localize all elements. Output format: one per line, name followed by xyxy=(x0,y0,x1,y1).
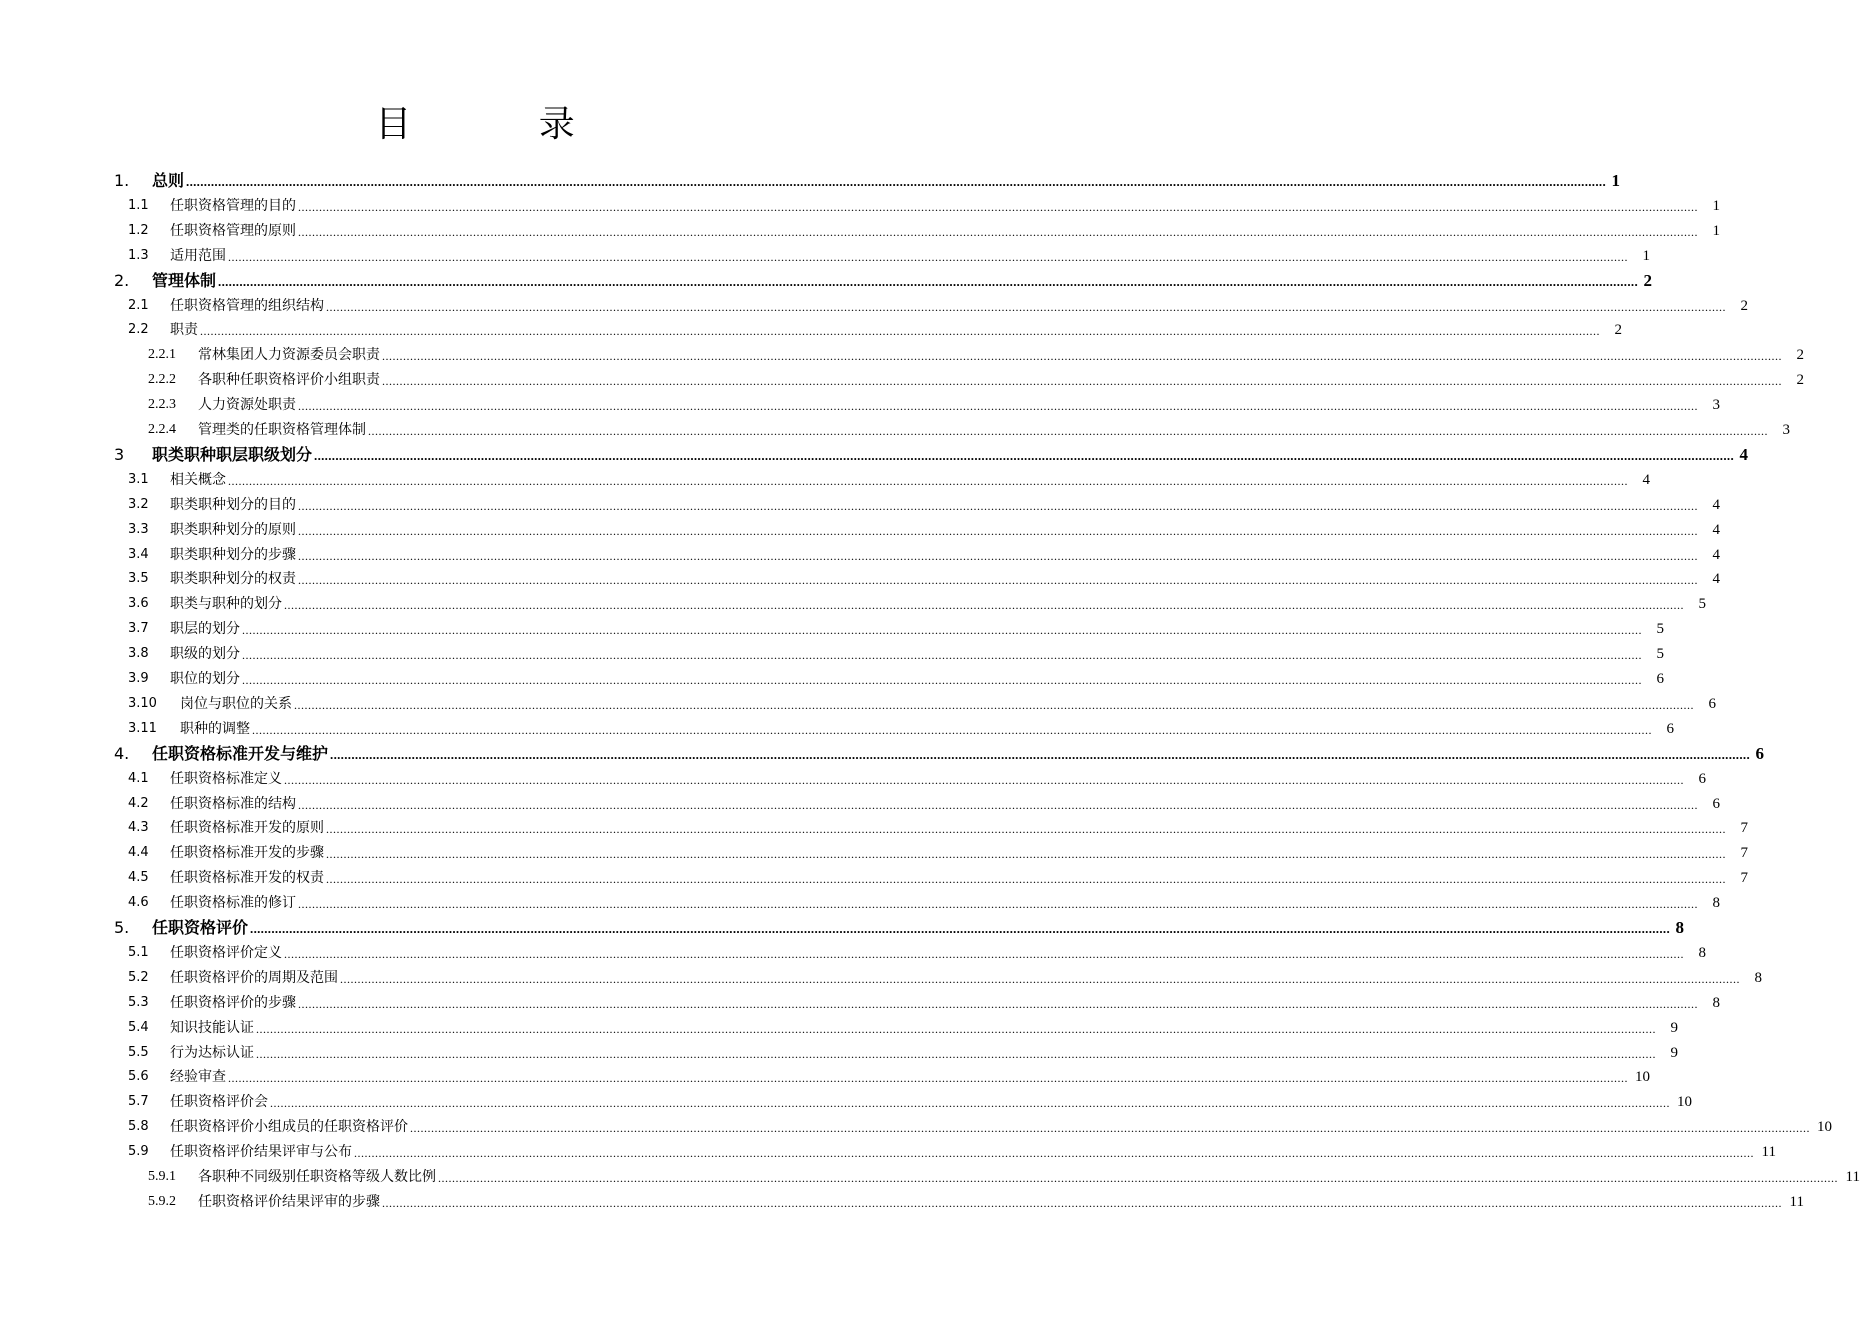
toc-leader-dots: ................................................................................................................................................................................................................................................................................................................................................................................................................ xyxy=(298,523,1698,538)
toc-entry[interactable] xyxy=(0,513,1720,538)
toc-leader-dots: ................................................................................................................................................................................................................................................................................................................................................................................................................ xyxy=(326,299,1726,314)
toc-entry-number: 5.8 xyxy=(128,1119,149,1135)
toc-entry[interactable] xyxy=(0,189,1720,214)
toc-leader-dots: ................................................................................................................................................................................................................................................................................................................................................................................................................ xyxy=(314,447,1735,463)
toc-entry-title: 任职资格标准的修订 xyxy=(170,895,296,912)
toc-leader-dots: ................................................................................................................................................................................................................................................................................................................................................................................................................ xyxy=(368,424,1768,438)
toc-entry-number: 2.1 xyxy=(128,297,149,313)
toc-entry[interactable] xyxy=(0,836,1748,862)
toc-entry-number: 5.5 xyxy=(128,1044,149,1060)
toc-entry-title: 职类职种划分的步骤 xyxy=(170,546,296,563)
toc-entry[interactable] xyxy=(0,936,1706,961)
toc-entry-number: 1. xyxy=(114,171,130,190)
toc-entry[interactable] xyxy=(0,662,1664,687)
toc-entry[interactable] xyxy=(0,289,1748,314)
toc-entry-number: 3.9 xyxy=(128,671,149,686)
toc-leader-dots: ................................................................................................................................................................................................................................................................................................................................................................................................................ xyxy=(228,1071,1628,1086)
toc-leader-dots: ................................................................................................................................................................................................................................................................................................................................................................................................................ xyxy=(242,648,1642,663)
toc-entry-title: 经验审查 xyxy=(170,1069,226,1086)
toc-entry[interactable] xyxy=(0,787,1720,812)
toc-entry[interactable] xyxy=(0,712,1674,737)
toc-entry-page: 1 xyxy=(1611,171,1621,190)
toc-entry[interactable] xyxy=(0,737,1765,763)
toc-entry-number: 2.2.3 xyxy=(148,397,176,413)
toc-leader-dots: ................................................................................................................................................................................................................................................................................................................................................................................................................ xyxy=(298,548,1698,563)
toc-entry[interactable] xyxy=(0,637,1664,663)
toc-entry-number: 3 xyxy=(114,444,125,464)
toc-entry-page: 7 xyxy=(1740,870,1748,887)
toc-entry-page: 6 xyxy=(1656,671,1664,687)
toc-entry-title: 各职种任职资格评价小组职责 xyxy=(198,372,380,389)
toc-entry-page: 8 xyxy=(1754,969,1762,986)
toc-entry-title: 任职资格标准开发与维护 xyxy=(152,743,329,763)
toc-entry-page: 11 xyxy=(1845,1169,1860,1185)
toc-entry[interactable] xyxy=(0,338,1804,364)
toc-leader-dots: ................................................................................................................................................................................................................................................................................................................................................................................................................ xyxy=(298,399,1698,414)
toc-entry[interactable] xyxy=(0,1160,1860,1185)
toc-entry-page: 1 xyxy=(1642,247,1650,264)
toc-leader-dots: ................................................................................................................................................................................................................................................................................................................................................................................................................ xyxy=(382,374,1782,389)
toc-entry-page: 7 xyxy=(1740,845,1748,862)
toc-leader-dots: ................................................................................................................................................................................................................................................................................................................................................................................................................ xyxy=(242,623,1642,638)
toc-entry-title: 任职资格标准开发的权责 xyxy=(170,870,324,887)
toc-entry-title: 职种的调整 xyxy=(180,720,250,737)
toc-leader-dots: ................................................................................................................................................................................................................................................................................................................................................................................................................ xyxy=(330,746,1751,762)
toc-entry-page: 8 xyxy=(1712,994,1720,1011)
toc-entry-number: 3.6 xyxy=(128,596,149,612)
toc-entry-title: 岗位与职位的关系 xyxy=(180,695,292,712)
toc-entry-title: 适用范围 xyxy=(170,247,226,264)
toc-entry[interactable] xyxy=(0,587,1706,613)
toc-entry[interactable] xyxy=(0,388,1720,414)
toc-leader-dots: ................................................................................................................................................................................................................................................................................................................................................................................................................ xyxy=(228,249,1628,264)
toc-entry-page: 10 xyxy=(1635,1069,1650,1086)
toc-entry-page: 2 xyxy=(1614,322,1622,339)
toc-entry-number: 5.9 xyxy=(128,1144,149,1160)
toc-entry-number: 3.7 xyxy=(128,621,149,637)
toc-entry-title: 任职资格标准开发的步骤 xyxy=(170,845,324,862)
toc-entry-number: 3.3 xyxy=(128,521,149,537)
toc-leader-dots: ................................................................................................................................................................................................................................................................................................................................................................................................................ xyxy=(298,897,1698,912)
toc-entry-number: 3.11 xyxy=(128,720,157,736)
toc-entry-page: 10 xyxy=(1817,1119,1832,1136)
toc-entry-page: 5 xyxy=(1698,596,1706,613)
toc-entry-page: 6 xyxy=(1666,720,1674,737)
toc-entry-number: 4.4 xyxy=(128,845,149,861)
toc-entry[interactable] xyxy=(0,562,1720,588)
toc-entry[interactable] xyxy=(0,438,1749,464)
toc-leader-dots: ................................................................................................................................................................................................................................................................................................................................................................................................................ xyxy=(250,921,1671,936)
toc-entry[interactable] xyxy=(0,687,1716,712)
toc-entry-page: 11 xyxy=(1761,1144,1776,1161)
toc-leader-dots: ................................................................................................................................................................................................................................................................................................................................................................................................................ xyxy=(284,946,1684,961)
toc-entry-number: 5.9.2 xyxy=(148,1193,176,1209)
toc-entry[interactable] xyxy=(0,1036,1678,1061)
toc-entry[interactable] xyxy=(0,886,1720,912)
toc-entry-number: 5.1 xyxy=(128,944,149,960)
toc-entry-number: 5.3 xyxy=(128,994,149,1010)
toc-entry-page: 3 xyxy=(1782,422,1790,438)
toc-leader-dots: ................................................................................................................................................................................................................................................................................................................................................................................................................ xyxy=(242,673,1642,687)
toc-entry[interactable] xyxy=(0,313,1622,339)
toc-entry-number: 2. xyxy=(114,270,130,290)
toc-entry-title: 职类与职种的划分 xyxy=(170,596,282,613)
toc-entry-page: 6 xyxy=(1712,795,1720,812)
toc-entry-number: 4.5 xyxy=(128,870,149,886)
toc-leader-dots: ................................................................................................................................................................................................................................................................................................................................................................................................................ xyxy=(298,573,1698,588)
toc-entry-page: 6 xyxy=(1708,695,1716,712)
toc-entry[interactable] xyxy=(0,1060,1650,1086)
toc-entry-title: 任职资格管理的原则 xyxy=(170,222,296,239)
toc-entry-title: 任职资格评价的步骤 xyxy=(170,994,296,1011)
toc-entry-title: 任职资格评价 xyxy=(152,918,249,937)
toc-entry-page: 3 xyxy=(1712,397,1720,414)
toc-entry-page: 4 xyxy=(1642,471,1650,488)
toc-leader-dots: ................................................................................................................................................................................................................................................................................................................................................................................................................ xyxy=(298,797,1698,812)
toc-entry-number: 5.6 xyxy=(128,1069,149,1085)
toc-entry[interactable] xyxy=(0,239,1650,264)
toc-entry-number: 3.10 xyxy=(128,695,157,711)
toc-entry-title: 总则 xyxy=(152,171,185,190)
toc-entry-page: 10 xyxy=(1677,1094,1692,1111)
toc-entry-page: 8 xyxy=(1698,944,1706,961)
toc-entry[interactable] xyxy=(0,911,1685,937)
toc-entry[interactable] xyxy=(0,612,1664,638)
toc-entry[interactable] xyxy=(0,363,1804,389)
toc-leader-dots: ................................................................................................................................................................................................................................................................................................................................................................................................................ xyxy=(326,872,1726,887)
toc-leader-dots: ................................................................................................................................................................................................................................................................................................................................................................................................................ xyxy=(218,273,1639,289)
toc-leader-dots: ................................................................................................................................................................................................................................................................................................................................................................................................................ xyxy=(228,473,1628,488)
toc-entry-number: 4. xyxy=(114,743,130,763)
toc-leader-dots: ................................................................................................................................................................................................................................................................................................................................................................................................................ xyxy=(410,1121,1810,1136)
toc-entry[interactable] xyxy=(0,413,1790,438)
toc-entry-title: 任职资格评价小组成员的任职资格评价 xyxy=(170,1119,408,1136)
toc-entry-page: 5 xyxy=(1656,646,1664,663)
toc-entry[interactable] xyxy=(0,1011,1678,1036)
toc-entry-title: 职类职种划分的原则 xyxy=(170,521,296,538)
toc-heading: 目 录 xyxy=(375,104,633,145)
toc-leader-dots: ................................................................................................................................................................................................................................................................................................................................................................................................................ xyxy=(252,722,1652,737)
toc-entry-page: 8 xyxy=(1712,895,1720,912)
toc-entry-page: 2 xyxy=(1643,270,1653,290)
toc-leader-dots: ................................................................................................................................................................................................................................................................................................................................................................................................................ xyxy=(270,1096,1670,1111)
toc-entry-title: 任职资格标准定义 xyxy=(170,770,282,787)
toc-entry[interactable] xyxy=(0,1185,1804,1210)
toc-entry-title: 各职种不同级别任职资格等级人数比例 xyxy=(198,1169,436,1185)
toc-leader-dots: ................................................................................................................................................................................................................................................................................................................................................................................................................ xyxy=(284,598,1684,613)
toc-entry[interactable] xyxy=(0,811,1748,837)
toc-entry-title: 职层的划分 xyxy=(170,621,240,638)
toc-entry-title: 职位的划分 xyxy=(170,671,240,687)
toc-entry-page: 2 xyxy=(1796,372,1804,389)
toc-entry-number: 5.9.1 xyxy=(148,1169,176,1184)
toc-entry-title: 任职资格标准开发的原则 xyxy=(170,820,324,837)
toc-entry-number: 4.6 xyxy=(128,895,149,911)
toc-entry-page: 2 xyxy=(1796,347,1804,364)
toc-entry-title: 职级的划分 xyxy=(170,646,240,663)
toc-entry-title: 职类职种职层职级划分 xyxy=(152,444,313,464)
toc-entry-page: 9 xyxy=(1670,1019,1678,1036)
toc-entry-title: 任职资格评价定义 xyxy=(170,944,282,961)
toc-entry[interactable] xyxy=(0,1085,1692,1111)
toc-entry[interactable] xyxy=(0,1135,1776,1161)
toc-entry-title: 任职资格评价的周期及范围 xyxy=(170,969,338,986)
toc-entry-page: 4 xyxy=(1712,496,1720,513)
toc-entry-number: 5.7 xyxy=(128,1094,149,1110)
toc-entry-page: 4 xyxy=(1712,571,1720,588)
toc-leader-dots: ................................................................................................................................................................................................................................................................................................................................................................................................................ xyxy=(354,1146,1754,1161)
toc-entry-page: 1 xyxy=(1712,197,1720,214)
toc-entry-number: 4.3 xyxy=(128,820,149,836)
toc-leader-dots: ................................................................................................................................................................................................................................................................................................................................................................................................................ xyxy=(284,772,1684,787)
toc-entry[interactable] xyxy=(0,214,1720,239)
toc-entry-title: 行为达标认证 xyxy=(170,1044,254,1061)
toc-entry-title: 常林集团人力资源委员会职责 xyxy=(198,347,380,364)
toc-entry-number: 3.4 xyxy=(128,546,149,562)
toc-leader-dots: ................................................................................................................................................................................................................................................................................................................................................................................................................ xyxy=(438,1171,1838,1185)
toc-entry-page: 8 xyxy=(1675,918,1685,937)
toc-entry[interactable] xyxy=(0,762,1706,787)
toc-entry-page: 7 xyxy=(1740,820,1748,837)
toc-entry-title: 任职资格标准的结构 xyxy=(170,795,296,812)
toc-entry-number: 1.3 xyxy=(128,247,149,263)
toc-entry-title: 人力资源处职责 xyxy=(198,397,296,414)
toc-entry-number: 3.1 xyxy=(128,471,149,487)
toc-leader-dots: ................................................................................................................................................................................................................................................................................................................................................................................................................ xyxy=(326,822,1726,837)
toc-leader-dots: ................................................................................................................................................................................................................................................................................................................................................................................................................ xyxy=(298,199,1698,214)
toc-entry-number: 5. xyxy=(114,918,130,937)
toc-entry-title: 管理体制 xyxy=(152,270,217,290)
toc-entry-number: 2.2.2 xyxy=(148,372,176,388)
toc-entry[interactable] xyxy=(0,463,1650,488)
toc-entry[interactable] xyxy=(0,488,1720,513)
toc-leader-dots: ................................................................................................................................................................................................................................................................................................................................................................................................................ xyxy=(298,224,1698,239)
toc-entry-title: 相关概念 xyxy=(170,471,226,488)
toc-entry-title: 任职资格评价结果评审与公布 xyxy=(170,1144,352,1161)
toc-entry[interactable] xyxy=(0,986,1720,1011)
toc-entry-page: 11 xyxy=(1789,1193,1804,1210)
toc-entry-title: 知识技能认证 xyxy=(170,1019,254,1036)
toc-entry-page: 6 xyxy=(1698,770,1706,787)
toc-leader-dots: ................................................................................................................................................................................................................................................................................................................................................................................................................ xyxy=(298,498,1698,513)
toc-entry-number: 3.2 xyxy=(128,496,149,512)
toc-entry-number: 5.2 xyxy=(128,969,149,985)
toc-leader-dots: ................................................................................................................................................................................................................................................................................................................................................................................................................ xyxy=(294,697,1694,712)
toc-entry[interactable] xyxy=(0,861,1748,887)
toc-entry-number: 4.2 xyxy=(128,795,149,811)
toc-leader-dots: ................................................................................................................................................................................................................................................................................................................................................................................................................ xyxy=(256,1046,1656,1061)
toc-entry-number: 2.2.1 xyxy=(148,347,176,363)
toc-entry-number: 4.1 xyxy=(128,770,149,786)
toc-entry-page: 9 xyxy=(1670,1044,1678,1061)
toc-entry[interactable] xyxy=(0,538,1720,563)
toc-leader-dots: ................................................................................................................................................................................................................................................................................................................................................................................................................ xyxy=(298,996,1698,1011)
toc-entry-page: 1 xyxy=(1712,222,1720,239)
toc-entry-title: 任职资格管理的组织结构 xyxy=(170,297,324,314)
toc-leader-dots: ................................................................................................................................................................................................................................................................................................................................................................................................................ xyxy=(382,349,1782,364)
toc-entry[interactable] xyxy=(0,961,1762,986)
toc-entry-number: 3.5 xyxy=(128,571,149,587)
toc-leader-dots: ................................................................................................................................................................................................................................................................................................................................................................................................................ xyxy=(200,324,1600,339)
toc-leader-dots: ................................................................................................................................................................................................................................................................................................................................................................................................................ xyxy=(382,1195,1782,1210)
toc-entry-page: 4 xyxy=(1739,444,1749,464)
toc-entry[interactable] xyxy=(0,264,1653,290)
toc-leader-dots: ................................................................................................................................................................................................................................................................................................................................................................................................................ xyxy=(256,1021,1656,1036)
toc-entry-number: 1.2 xyxy=(128,222,149,238)
toc-entry-page: 4 xyxy=(1712,521,1720,538)
toc-entry-title: 职类职种划分的目的 xyxy=(170,496,296,513)
toc-entry[interactable] xyxy=(0,1110,1832,1136)
toc-entry-page: 2 xyxy=(1740,297,1748,314)
toc-entry-number: 5.4 xyxy=(128,1019,149,1035)
toc-leader-dots: ................................................................................................................................................................................................................................................................................................................................................................................................................ xyxy=(186,174,1607,189)
toc-entry-page: 5 xyxy=(1656,621,1664,638)
toc-entry-number: 3.8 xyxy=(128,646,149,662)
toc-leader-dots: ................................................................................................................................................................................................................................................................................................................................................................................................................ xyxy=(340,971,1740,986)
toc-entry-title: 任职资格评价会 xyxy=(170,1094,268,1111)
toc-entry-page: 6 xyxy=(1755,743,1765,763)
toc-entry-title: 任职资格管理的目的 xyxy=(170,197,296,214)
toc-entry-title: 职类职种划分的权责 xyxy=(170,571,296,588)
toc-entry-page: 4 xyxy=(1712,546,1720,563)
toc-entry-title: 任职资格评价结果评审的步骤 xyxy=(198,1193,380,1210)
toc-entry-number: 1.1 xyxy=(128,197,149,213)
toc-entry-title: 职责 xyxy=(170,322,198,339)
toc-entry-title: 管理类的任职资格管理体制 xyxy=(198,422,366,438)
toc-leader-dots: ................................................................................................................................................................................................................................................................................................................................................................................................................ xyxy=(326,847,1726,862)
toc-entry[interactable] xyxy=(0,164,1621,190)
toc-entry-number: 2.2.4 xyxy=(148,422,176,437)
toc-entry-number: 2.2 xyxy=(128,322,149,338)
